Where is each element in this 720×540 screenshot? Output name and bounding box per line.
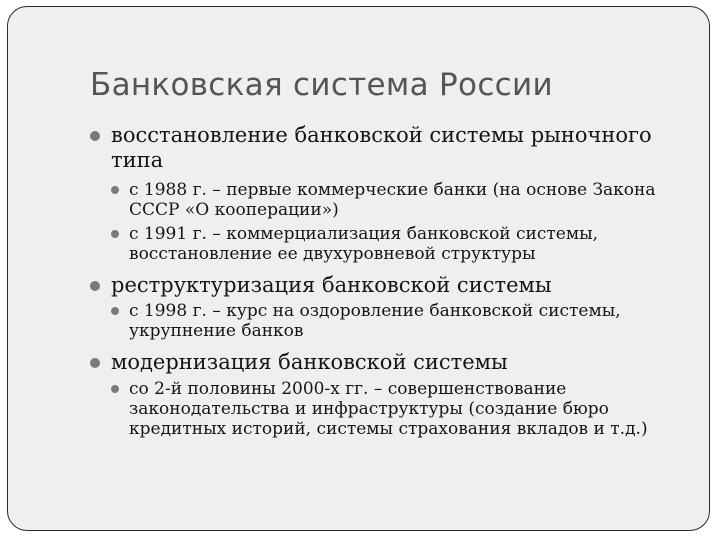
list-item	[90, 123, 710, 173]
bullet-list	[90, 123, 710, 439]
list-item	[90, 273, 710, 298]
sub-list-item-text: с 1991 г. – коммерциализация банковской системы, восстановление ее двухуровневой структуры	[129, 224, 599, 264]
slide-title: Банковская система России	[90, 67, 553, 103]
bullet-dot-icon	[111, 230, 119, 238]
slide-frame	[7, 6, 710, 531]
bullet-dot-icon	[90, 131, 100, 141]
bullet-dot-icon	[111, 307, 119, 315]
sub-list-item	[111, 301, 710, 341]
sub-list-item	[111, 224, 710, 264]
sub-list-item	[111, 379, 710, 439]
sub-list-item-text: со 2-й половины 2000-х гг. – совершенствование законодательства и инфраструктуры (создание бюро кредитных историй, системы страхования вкладов и т.д.)	[129, 379, 648, 439]
sub-list-item	[111, 180, 710, 220]
sub-list-item-text: с 1998 г. – курс на оздоровление банковской системы, укрупнение банков	[129, 301, 621, 341]
bullet-dot-icon	[111, 186, 119, 194]
bullet-dot-icon	[90, 358, 100, 368]
list-item	[90, 350, 710, 375]
list-item-text: модернизация банковской системы	[111, 350, 508, 374]
bullet-dot-icon	[90, 281, 100, 291]
bullet-dot-icon	[111, 385, 119, 393]
sub-list-item-text: с 1988 г. – первые коммерческие банки (на основе Закона СССР «О кооперации»)	[129, 180, 656, 220]
list-item-text: восстановление банковской системы рыночного типа	[111, 123, 652, 172]
list-item-text: реструктуризация банковской системы	[111, 273, 552, 297]
